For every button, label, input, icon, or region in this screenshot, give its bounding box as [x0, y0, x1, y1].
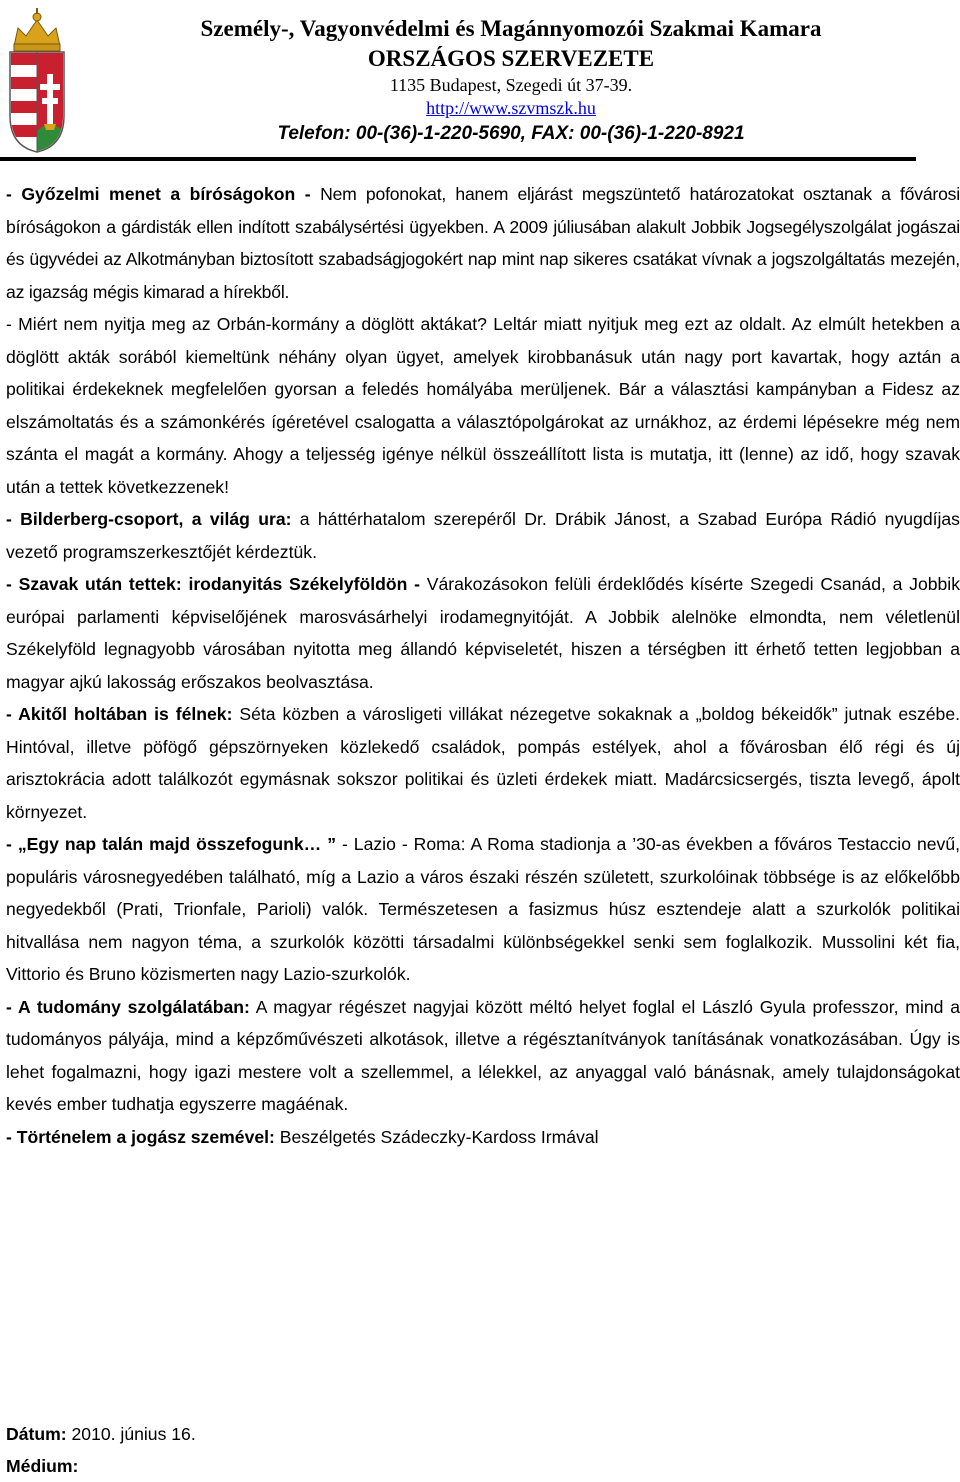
- article-item: [6, 308, 960, 503]
- article-list: [6, 178, 960, 1153]
- article-title: - Győzelmi menet a bíróságokon -: [6, 184, 321, 204]
- article-item: [6, 503, 960, 568]
- letterhead: [0, 0, 960, 165]
- article-item: [6, 568, 960, 698]
- article-title: - A tudomány szolgálatában:: [6, 996, 250, 1017]
- organization-address: 1135 Budapest, Szegedi út 37-39.: [389, 75, 633, 95]
- date-value: 2010. június 16.: [66, 1424, 196, 1444]
- article-item: [6, 1121, 960, 1154]
- article-body: Beszélgetés Szádeczky-Kardoss Irmával: [274, 1126, 599, 1147]
- article-title: - Bilderberg-csoport, a világ ura:: [6, 509, 292, 529]
- article-body: - Miért nem nyitja meg az Orbán-kormány a döglött aktákat? Leltár miatt nyitjuk meg ezt az oldalt. Az elmúlt hetekben a döglött akták sorából kiemeltünk néhány olyan ügyet, amelyek kirobbanásuk után nagy port kavartak, hogy aztán a politikai érdekeknek megfelelően gyorsan a feledés homályába merüljenek. Bár a választási kampányban a Fidesz az elszámoltatás és a számonkérés ígéretével csalogatta a választópolgárokat az urnákhoz, az érdemi lépésekre még nem szánta el magát a kormány. Ahogy a teljesség igénye nélkül összeállított lista is mutatja, itt (lenne) az idő, hogy szavak után a tettek következzenek!: [6, 314, 960, 497]
- article-body: Nem pofonokat, hanem eljárást megszüntető határozatokat osztanak a fővárosi bíróságokon a gárdisták ellen indított szabálysértési ügyekben. A 2009 júliusában alakult Jobbik Jogsegélyszolgálat jogászai és ügyvédei az Alkotmányban biztosított szabadságjogokért nap mint nap sikeres csatákat vívnak a jogszolgáltatás mezején, az igazság mégis kimarad a hírekből.: [6, 184, 960, 302]
- article-title: - Szavak után tettek: irodanyitás Székelyföldön -: [6, 574, 427, 594]
- organization-name: Személy-, Vagyonvédelmi és Magánnyomozói Szakmai Kamara: [200, 16, 822, 41]
- organization-phone: Telefon: 00-(36)-1-220-5690, FAX: 00-(36)-1-220-8921: [277, 123, 745, 144]
- organization-info: [70, 14, 952, 148]
- article-body: Séta közben a városligeti villákat nézegetve sokaknak a „boldog békeidők” jutnak eszébe. Hintóval, illetve pöfögő gépszörnyeken közlekedő családok, pompás estélyek, ahol a fővárosban élő régi és új arisztokrácia adott találkozót egymásnak sokszor politikai és üzleti érdekek miatt. Madárcsicsergés, tiszta levegő, ápolt környezet.: [6, 704, 960, 822]
- article-item: [6, 991, 960, 1121]
- date-line: [6, 1418, 196, 1450]
- article-body: a háttérhatalom szerepéről Dr. Drábik Jánost, a Szabad Európa Rádió nyugdíjas vezető programszerkesztőjét kérdeztük.: [6, 509, 960, 562]
- header-divider: [0, 157, 916, 161]
- organization-subtitle: ORSZÁGOS SZERVEZETE: [367, 46, 655, 71]
- article-title: - Történelem a jogász szemével:: [6, 1126, 275, 1147]
- article-title: - Akitől holtában is félnek:: [6, 704, 233, 724]
- article-item: [6, 178, 960, 308]
- article-body: Várakozásokon felüli érdeklődés kísérte Szegedi Csanád, a Jobbik európai parlamenti képviselőjének marosvásárhelyi irodamegnyitóját. A Jobbik alelnöke elmondta, nem véletlenül Székelyföld legnagyobb városában nyitotta meg állandó képviseletét, hiszen a térségben itt érhető tetten legjobban a magyar ajkú lakosság erőszakos beolvasztása.: [6, 574, 960, 692]
- document-footer: [6, 1418, 196, 1482]
- medium-line: [6, 1450, 196, 1482]
- article-title: - „Egy nap talán majd összefogunk… ”: [6, 834, 342, 854]
- article-item: [6, 698, 960, 828]
- medium-label: Médium:: [6, 1456, 79, 1476]
- article-item: [6, 828, 960, 991]
- hungarian-coat-of-arms-icon: [6, 6, 68, 154]
- date-label: Dátum:: [6, 1424, 67, 1444]
- article-body: - Lazio - Roma: A Roma stadionja a ’30-as években a főváros Testaccio nevű, populáris városnegyedében található, míg a Lazio a város északi részén született, szurkolóinak többsége is az előkelőbb negyedekből (Prati, Trionfale, Parioli) valók. Természetesen a fasizmus húsz esztendeje alatt a szurkolók politikai hitvallása nem nagyon téma, a szurkolók közötti társadalmi különbségekkel senki sem foglalkozik. Mussolini két fia, Vittorio és Bruno közismerten nagy Lazio-szurkolók.: [6, 834, 960, 984]
- article-body: A magyar régészet nagyjai között méltó helyet foglal el László Gyula professzor, mind a tudományos pályája, mind a képzőművészeti alkotások, illetve a régésztanítványok tanításának vonatkozásában. Úgy is lehet fogalmazni, hogy igazi mestere volt a szellemmel, a lélekkel, az anyaggal való bánásnak, amely tulajdonságokat kevés ember tudhatja egyszerre magáénak.: [6, 996, 960, 1114]
- organization-website-link[interactable]: http://www.szvmszk.hu: [426, 98, 596, 118]
